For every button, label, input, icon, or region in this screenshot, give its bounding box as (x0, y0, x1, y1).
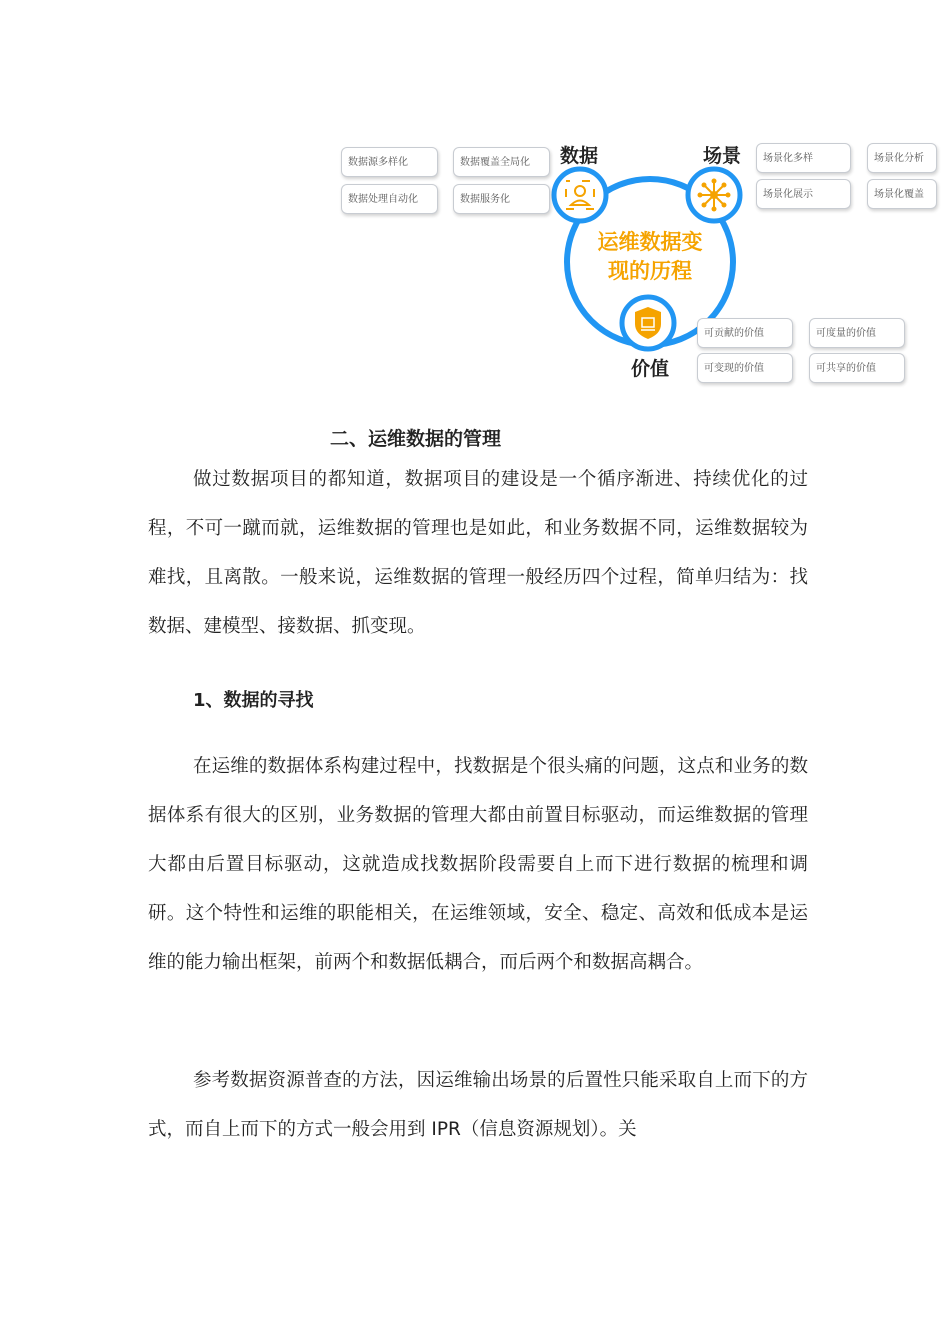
value-tag: 可度量的价值 (809, 318, 905, 348)
scene-tag: 场景化展示 (756, 179, 851, 209)
data-tag: 数据源多样化 (341, 147, 438, 177)
data-tag: 数据覆盖全局化 (453, 147, 550, 177)
shield-icon (622, 297, 674, 349)
person-icon (554, 169, 606, 221)
category-value-label: 价值 (631, 358, 670, 380)
center-title-line2: 现的历程 (608, 259, 692, 283)
diagram-center-title (575, 228, 725, 286)
value-tag: 可贡献的价值 (697, 318, 793, 348)
paragraph: 在运维的数据体系构建过程中，找数据是个很头痛的问题，这点和业务的数据体系有很大的区别，业务数据的管理大都由前置目标驱动，而运维数据的管理大都由后置目标驱动，这就造成找数据阶段需要自上而下进行数据的梳理和调研。这个特性和运维的职能相关，在运维领域，安全、稳定、高效和低成本是运维的能力输出框架，前两个和数据低耦合，而后两个和数据高耦合。 (148, 756, 808, 973)
center-title-line1: 运维数据变 (597, 230, 703, 254)
scene-tag: 场景化分析 (867, 143, 937, 173)
subsection-heading: 1、数据的寻找 (193, 690, 314, 711)
data-tag: 数据处理自动化 (341, 184, 438, 214)
value-tag: 可变现的价值 (697, 353, 793, 383)
network-icon (688, 169, 740, 221)
scene-tag: 场景化覆盖 (867, 179, 937, 209)
scene-tag: 场景化多样 (756, 143, 851, 173)
paragraph: 参考数据资源普查的方法，因运维输出场景的后置性只能采取自上而下的方式，而自上而下的方式一般会用到 IPR（信息资源规划）。关 (148, 1070, 808, 1140)
paragraph: 做过数据项目的都知道，数据项目的建设是一个循序渐进、持续优化的过程，不可一蹴而就，运维数据的管理也是如此，和业务数据不同，运维数据较为难找，且离散。一般来说，运维数据的管理一般经历四个过程，简单归结为：找数据、建模型、接数据、抓变现。 (148, 469, 808, 637)
value-tag: 可共享的价值 (809, 353, 905, 383)
section-heading: 二、运维数据的管理 (330, 428, 502, 450)
category-scene-label: 场景 (703, 145, 742, 167)
data-tag: 数据服务化 (453, 184, 550, 214)
category-data-label: 数据 (560, 145, 599, 167)
data-value-diagram (0, 0, 950, 400)
